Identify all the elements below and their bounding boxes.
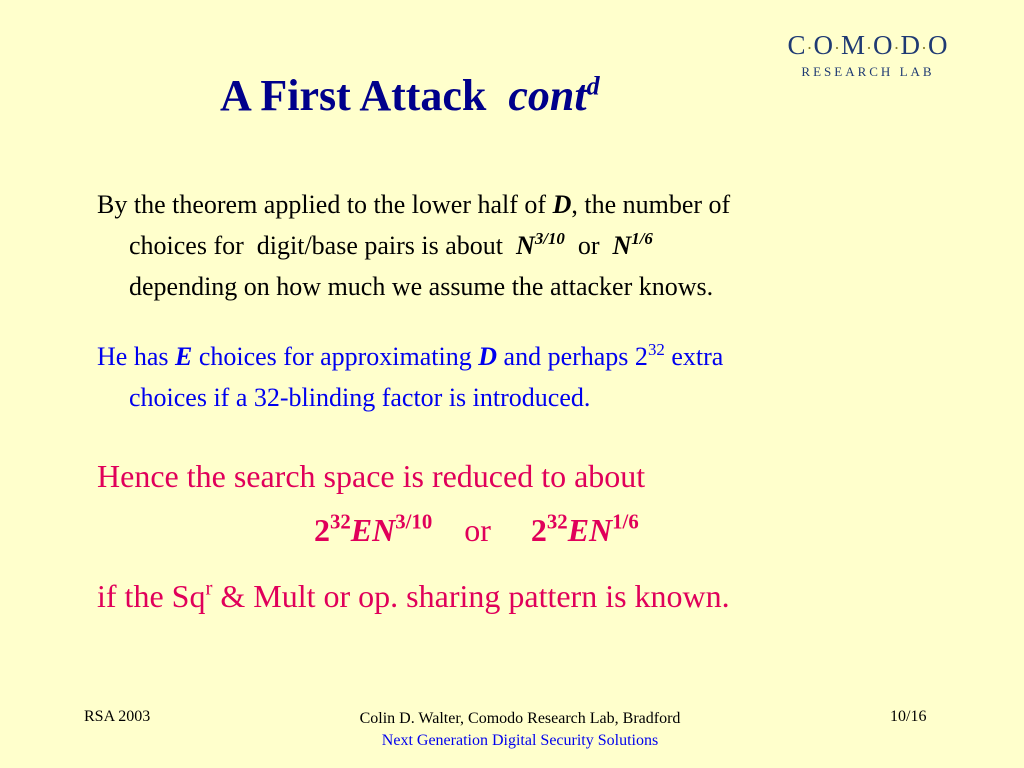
- footer-page-number: 10/16: [890, 708, 927, 725]
- slide-title: A First Attack cont$^d$: [220, 71, 600, 120]
- logo-subtitle: RESEARCH LAB: [801, 64, 935, 79]
- comodo-logo: [748, 30, 988, 81]
- footer-author: [240, 708, 800, 752]
- bullet-3-text: Hence the search space is reduced to about: [97, 458, 646, 494]
- footer-author-line: Colin D. Walter, Comodo Research Lab, Bradford: [359, 710, 681, 727]
- bullet-1-line-1: By the theorem applied to the lower half of D, the number of: [97, 190, 731, 219]
- search-space-formula: $2^{32}EN^{3/10}$ or $2^{32}EN^{1/6}$: [314, 510, 639, 548]
- bullet-1-line-2: choices for digit/base pairs is about $N^{3/10}$ or $N^{1/6}$: [129, 228, 653, 260]
- footer-conference: RSA 2003: [84, 708, 151, 725]
- bullet-1: [97, 184, 947, 307]
- bullet-2-line-2: choices if a 32-blinding factor is introduced.: [129, 383, 591, 412]
- conclusion: [97, 576, 947, 617]
- footer-tagline: Next Generation Digital Security Solutions: [381, 732, 659, 749]
- title-italic: cont$^d$: [508, 71, 600, 120]
- bullet-1-line-3: depending on how much we assume the attacker knows.: [129, 272, 714, 301]
- bullet-3: [97, 456, 947, 497]
- bullet-2: [97, 336, 947, 418]
- bullet-2-line-1: He has E choices for approximating D and perhaps $2^{32}$ extra: [97, 339, 724, 371]
- logo-wordmark: C·O·M·O·D·O: [787, 30, 949, 60]
- conclusion-text: if the Sq$^r$ & Mult or op. sharing pattern is known.: [97, 576, 730, 614]
